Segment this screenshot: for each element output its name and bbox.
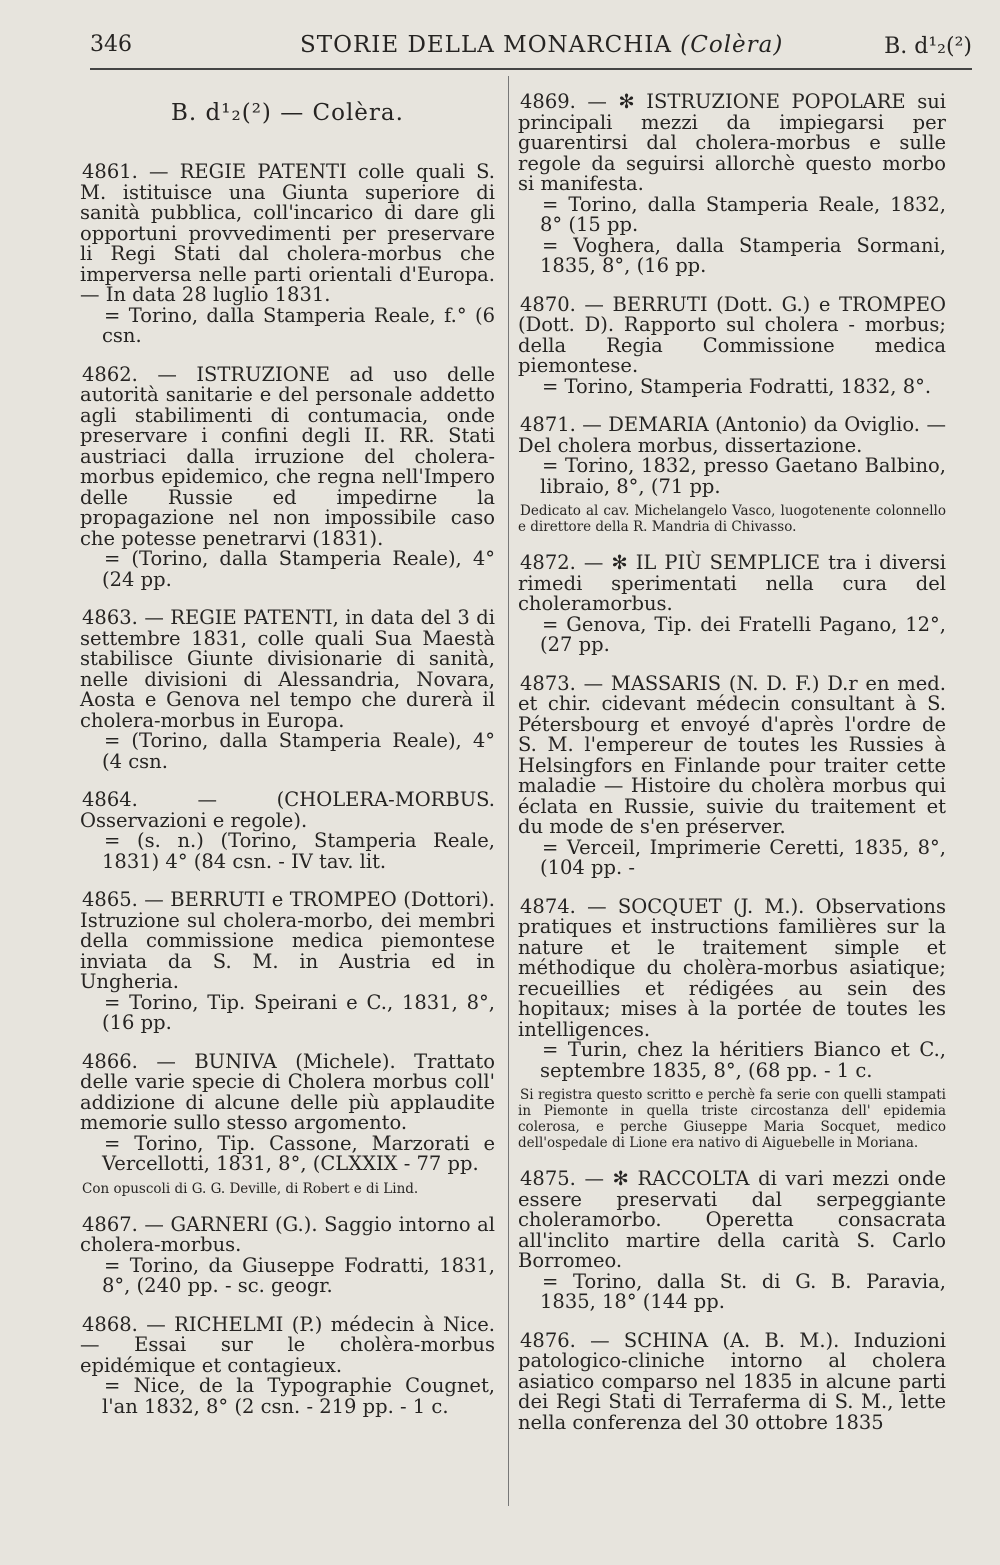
column-divider	[508, 76, 509, 1506]
entry-text: 4872. — ✻ IL PIÙ SEMPLICE tra i diversi rimedi sperimentati nella cura del choleramorbus.	[518, 551, 946, 615]
entry-imprint: = Torino, Tip. Cassone, Marzorati e Vercellotti, 1831, 8°, (CLXXIX - 77 pp.	[102, 1131, 495, 1175]
entry-text: 4870. — BERRUTI (Dott. G.) e TROMPEO (Dott. D). Rapporto sul cholera - morbus; della Regia Commissione medica piemontese.	[518, 292, 946, 377]
entry-imprint: = Verceil, Imprimerie Ceretti, 1835, 8°, (104 pp. -	[540, 835, 946, 879]
bibliography-entry	[518, 671, 946, 879]
bibliography-entry	[80, 890, 495, 1034]
entry-text: 4875. — ✻ RACCOLTA di vari mezzi onde essere preservati dal serpeggiante choleramorbo. Operetta consacrata all'inclito martire della carità S. Carlo Borromeo.	[518, 1167, 946, 1272]
running-header	[90, 28, 972, 72]
entry-text: 4867. — GARNERI (G.). Saggio intorno al cholera-morbus.	[80, 1212, 495, 1256]
bibliography-entry	[518, 1169, 946, 1313]
page-number: 346	[90, 32, 132, 57]
entry-text: 4862. — ISTRUZIONE ad uso delle autorità sanitarie e del personale addetto agli stabilimenti di contumacia, onde preservare i confini degli II. RR. Stati austriaci dalla irruzione del cholera-morbus epidemico, che regna nell'Impero delle Russie ed impedirne la propagazione nel non impossibile caso che potesse penetrarvi (1831).	[80, 362, 495, 550]
entry-note: Si registra questo scritto e perchè fa serie con quelli stampati in Piemonte in quella triste circostanza dell' epidemia colerosa, e perche Giuseppe Maria Socquet, medico dell'ospedale di Lione era nativo di Aiguebelle in Moriana.	[518, 1087, 946, 1151]
bibliography-entry	[518, 1328, 946, 1434]
running-title-italic: (Colèra)	[680, 32, 784, 58]
entry-note: Con opuscoli di G. G. Deville, di Robert e di Lind.	[82, 1180, 419, 1197]
entry-imprint: = (Torino, dalla Stamperia Reale), 4° (4 csn.	[102, 729, 495, 773]
entry-imprint2: = Voghera, dalla Stamperia Sormani, 1835, 8°, (16 pp.	[540, 233, 946, 277]
section-title: B. d¹₂(²) — Colèra.	[171, 100, 404, 126]
bibliography-entry	[518, 894, 946, 1152]
entry-imprint: = Torino, dalla St. di G. B. Paravia, 1835, 18° (144 pp.	[540, 1269, 946, 1313]
bibliography-entry	[80, 608, 495, 772]
left-column	[80, 92, 495, 1435]
entry-text: 4864. — (CHOLERA-MORBUS. Osservazioni e regole).	[80, 788, 495, 832]
entry-imprint: = Genova, Tip. dei Fratelli Pagano, 12°, (27 pp.	[540, 612, 946, 656]
bibliography-entry	[80, 362, 495, 591]
entry-text: 4873. — MASSARIS (N. D. F.) D.r en med. et chir. cidevant médecin consultant à S. Pétersbourg et envoyé d'après l'ordre de S. M. l'empereur de toutes les Russies à Helsingfors en Finlande pour traiter cette maladie — Histoire du cholèra morbus qui éclata en Russie, suivie du traitement et du mode de s'en préserver.	[518, 671, 946, 838]
entry-text: 4865. — BERRUTI e TROMPEO (Dottori). Istruzione sul cholera-morbo, dei membri della commissione medica piemontese inviata da S. M. in Austria ed in Ungheria.	[80, 888, 495, 993]
entry-note: Dedicato al cav. Michelangelo Vasco, luogotenente colonnello e direttore della R. Mandria di Chivasso.	[518, 503, 946, 535]
bibliography-entry	[80, 1212, 495, 1297]
bibliography-entry	[80, 1049, 495, 1197]
right-entry-list	[518, 92, 946, 1433]
entry-imprint: = (Torino, dalla Stamperia Reale), 4° (24 pp.	[102, 547, 495, 591]
entry-imprint: = Torino, Tip. Speirani e C., 1831, 8°, (16 pp.	[102, 990, 495, 1034]
bibliography-entry	[518, 553, 946, 656]
right-column	[518, 92, 946, 1451]
signature-mark: B. d¹₂(²)	[884, 34, 972, 59]
entry-text: 4871. — DEMARIA (Antonio) da Oviglio. — Del cholera morbus, dissertazione.	[518, 413, 946, 457]
entry-text: 4868. — RICHELMI (P.) médecin à Nice. — Essai sur le cholèra-morbus epidémique et contagieux.	[80, 1312, 495, 1377]
header-rule	[90, 68, 972, 70]
left-entry-list	[80, 162, 495, 1417]
entry-imprint: = (s. n.) (Torino, Stamperia Reale, 1831) 4° (84 csn. - IV tav. lit.	[102, 829, 495, 873]
entry-imprint: = Torino, dalla Stamperia Reale, f.° (6 csn.	[102, 303, 495, 347]
entry-imprint: = Torino, da Giuseppe Fodratti, 1831, 8°, (240 pp. - sc. geogr.	[102, 1253, 495, 1297]
entry-text: 4874. — SOCQUET (J. M.). Observations pratiques et instructions familières sur la nature et le traitement simple et méthodique du cholèra-morbus asiatique; recueillies et rédigées au sein des hopitaux; mises à la portée de toutes les intelligences.	[518, 894, 946, 1041]
bibliography-entry	[80, 162, 495, 347]
entry-text: 4866. — BUNIVA (Michele). Trattato delle varie specie di Cholera morbus coll' addizione di alcune delle più applaudite memorie sullo stesso argomento.	[80, 1049, 495, 1134]
entry-imprint: = Nice, de la Typographie Cougnet, l'an 1832, 8° (2 csn. - 219 pp. - 1 c.	[102, 1374, 495, 1418]
entry-text: 4863. — REGIE PATENTI, in data del 3 di settembre 1831, colle quali Sua Maestà stabilisce Giunte divisionarie di sanità, nelle divisioni di Alessandria, Novara, Aosta e Genova nel tempo che durerà il cholera-morbus in Europa.	[80, 606, 495, 732]
running-title-main: STORIE DELLA MONARCHIA	[300, 32, 672, 58]
running-title	[300, 32, 783, 58]
bibliography-entry	[80, 790, 495, 872]
entry-imprint: = Torino, Stamperia Fodratti, 1832, 8°.	[542, 374, 932, 398]
bibliography-entry	[518, 415, 946, 535]
entry-imprint: = Torino, 1832, presso Gaetano Balbino, libraio, 8°, (71 pp.	[540, 454, 946, 498]
bibliography-entry	[518, 292, 946, 398]
entry-text: 4869. — ✻ ISTRUZIONE POPOLARE sui principali mezzi da impiegarsi per guarentirsi dal cholera-morbus e sulle regole da seguirsi allorchè questo morbo si manifesta.	[518, 90, 946, 195]
entry-text: 4861. — REGIE PATENTI colle quali S. M. istituisce una Giunta superiore di sanità pubblica, coll'incarico di dare gli opportuni provvedimenti per preservare li Regi Stati dal cholera-morbus che imperversa nelle parti orientali d'Europa. — In data 28 luglio 1831.	[80, 160, 495, 306]
entry-imprint: = Torino, dalla Stamperia Reale, 1832, 8° (15 pp.	[540, 192, 946, 236]
entry-imprint: = Turin, chez la héritiers Bianco et C., septembre 1835, 8°, (68 pp. - 1 c.	[540, 1038, 946, 1082]
entry-text: 4876. — SCHINA (A. B. M.). Induzioni patologico-cliniche intorno al cholera asiatico comparso nel 1835 in alcune parti dei Regi Stati di Terraferma di S. M., lette nella conferenza del 30 ottobre 1835	[518, 1328, 946, 1434]
bibliography-entry	[518, 92, 946, 277]
bibliography-entry	[80, 1312, 495, 1418]
